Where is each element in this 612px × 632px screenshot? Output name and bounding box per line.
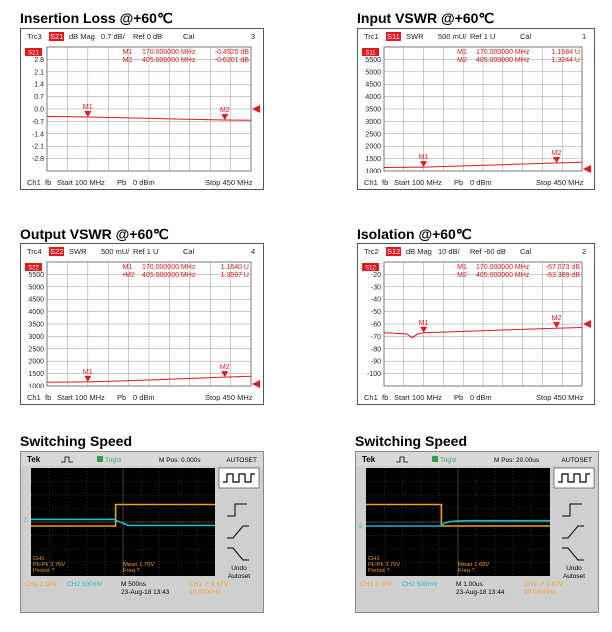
- y-tick-label: 5000: [365, 69, 381, 77]
- m-pos-label: M Pos: 0.000s: [159, 457, 201, 464]
- single-cycle-icon: [227, 504, 247, 516]
- power-label: 0 dBm: [133, 393, 155, 402]
- stop-freq: Stop 450 MHz: [536, 393, 584, 402]
- switching-speed-scope-1: [20, 451, 264, 613]
- marker-table-label: M1: [122, 264, 133, 271]
- y-tick-label: -1.4: [31, 131, 44, 139]
- marker-table-value: -0.4525 dB: [214, 49, 249, 56]
- marker-label-M2: M2: [219, 364, 230, 372]
- mean-line: Mean 1.70V: [123, 562, 155, 568]
- y-tick-label: -90: [370, 358, 381, 366]
- y-tick-label: -2.8: [31, 156, 44, 164]
- marker-table-value: 1.1584 U: [551, 49, 580, 56]
- trigger-setting: CH1 ↗ 1.67V: [524, 581, 564, 588]
- channel-label: Ch1: [364, 178, 378, 187]
- timebase: M 1.00us: [456, 581, 483, 588]
- timebase: M 500ns: [121, 581, 146, 588]
- start-freq: Start 100 MHz: [394, 178, 442, 187]
- measurement-line: Pk-Pk 3.76V: [368, 562, 401, 568]
- scope-title-1: Switching Speed: [20, 433, 133, 449]
- trigger-frequency: 10.0000Hz: [189, 589, 221, 596]
- trace-header: [358, 244, 594, 258]
- trig-status: Trig'd: [105, 457, 121, 464]
- marker-M1: [84, 111, 91, 117]
- y-tick-label: 1500: [365, 156, 381, 164]
- autoset-label: AUTOSET: [226, 457, 257, 464]
- marker-table-label: M2: [122, 57, 133, 64]
- switching-speed-scope-2: [355, 451, 599, 613]
- stop-freq: Stop 450 MHz: [205, 178, 253, 187]
- trig-status-icon: [97, 456, 103, 462]
- sweep-footer: [21, 390, 263, 404]
- y-tick-label: -50: [370, 309, 381, 317]
- ref-level-arrow: [252, 380, 260, 388]
- stop-freq: Stop 450 MHz: [205, 393, 253, 402]
- y-tick-label: -30: [370, 284, 381, 292]
- sweep-footer: [358, 175, 594, 189]
- marker-table-freq: 405.000000 MHz: [142, 57, 196, 64]
- param-badge: S11: [387, 32, 400, 41]
- param-badge: S21: [50, 32, 64, 41]
- chart-title-1: Insertion Loss @+60℃: [20, 10, 173, 26]
- measurement-line: CH1: [33, 556, 45, 562]
- chart-title-3: Output VSWR @+60℃: [20, 226, 169, 242]
- y-tick-label: 1000: [28, 383, 44, 388]
- channel-number: 2: [582, 247, 587, 256]
- y-tick-label: -20: [370, 271, 381, 279]
- trace-name: Trc2: [364, 247, 379, 256]
- scope-title-2: Switching Speed: [355, 433, 468, 449]
- marker-table-freq: 405.000000 MHz: [476, 272, 530, 279]
- y-tick-label: -100: [366, 371, 381, 379]
- sweep-footer: [358, 390, 594, 404]
- marker-M2: [553, 157, 560, 163]
- trace-header: [358, 29, 594, 43]
- y-tick-label: 2500: [28, 346, 44, 354]
- measurement-line: Period ?: [33, 568, 55, 574]
- y-tick-label: 5500: [365, 56, 381, 64]
- marker-table-label: M2: [457, 57, 467, 64]
- channel-number: 1: [582, 32, 587, 41]
- pb-label: Pb: [117, 393, 127, 402]
- scale-label: 0.7 dB/: [101, 32, 125, 41]
- channel-label: Ch1: [364, 393, 378, 402]
- pb-label: Pb: [117, 178, 127, 187]
- trace-plot: [358, 43, 594, 173]
- trig-status: Trig'd: [440, 457, 456, 464]
- y-tick-label: 0.7: [34, 94, 44, 102]
- y-tick-label: -80: [370, 346, 381, 354]
- measurement-line: Pk-Pk 3.76V: [33, 562, 66, 568]
- start-freq: Start 100 MHz: [57, 393, 105, 402]
- y-tick-label: -70: [370, 333, 381, 341]
- y-tick-label: 5500: [28, 271, 44, 279]
- trace-tag-label: S22: [28, 265, 39, 272]
- marker-table-label: M1: [457, 49, 467, 56]
- y-tick-label: -0.7: [31, 118, 44, 126]
- ch1-scale: CH1 2.00V: [25, 581, 57, 588]
- trigger-setting: CH1 ↗ 1.67V: [189, 581, 229, 588]
- stop-freq: Stop 450 MHz: [536, 178, 584, 187]
- rising-edge-icon: [227, 526, 249, 538]
- marker-M2: [221, 114, 228, 120]
- ref-label: Ref 1 U: [133, 247, 159, 256]
- marker-table-value: 1.3244 U: [551, 57, 580, 64]
- format-label: dB Mag: [406, 247, 432, 256]
- marker-table-value: -67.073 dB: [545, 264, 580, 271]
- mean-line: Freq ?: [123, 568, 140, 574]
- ch2-scale: CH2 500mV: [67, 581, 103, 588]
- marker-label-M1: M1: [82, 368, 93, 376]
- y-tick-label: 2000: [28, 358, 44, 366]
- trace-tag-label: S11: [365, 50, 376, 57]
- marker-table-freq: 405.000000 MHz: [476, 57, 530, 64]
- m-pos-label: M Pos: 20.00us: [494, 457, 540, 464]
- fb-label: fb: [45, 393, 52, 402]
- power-label: 0 dBm: [470, 178, 492, 187]
- undo-label: Undo: [566, 565, 582, 572]
- marker-table-freq: 170.000000 MHz: [476, 264, 530, 271]
- y-tick-label: 1500: [28, 371, 44, 379]
- cal-label: Cal: [183, 32, 195, 41]
- marker-table-value: -63.369 dB: [545, 272, 580, 279]
- marker-M1: [420, 327, 427, 333]
- falling-edge-icon: [562, 548, 584, 560]
- rising-edge-icon: [562, 526, 584, 538]
- y-tick-label: -40: [370, 296, 381, 304]
- marker-table-label: M2: [457, 272, 467, 279]
- y-tick-label: 4000: [28, 309, 44, 317]
- marker-label-M1: M1: [418, 154, 429, 162]
- power-label: 0 dBm: [470, 393, 492, 402]
- channel-label: Ch1: [27, 393, 41, 402]
- marker-label-M1: M1: [418, 319, 429, 327]
- param-badge: S12: [387, 247, 401, 256]
- y-tick-label: 1000: [365, 168, 381, 173]
- sweep-footer: [21, 175, 263, 189]
- autoset-undo-label: Autoset: [227, 573, 251, 580]
- trace-plot: [21, 43, 263, 173]
- format-label: SWR: [69, 247, 87, 256]
- pb-label: Pb: [454, 393, 464, 402]
- y-tick-label: 2.8: [34, 56, 44, 64]
- ref-level-arrow: [583, 165, 591, 173]
- marker-table-value: 1.1640 U: [220, 264, 249, 271]
- fb-label: fb: [382, 393, 389, 402]
- y-tick-label: 1.4: [34, 81, 44, 89]
- marker-label-M1: M1: [82, 104, 93, 112]
- y-tick-label: -60: [370, 321, 381, 329]
- marker-table-freq: 170.000000 MHz: [142, 264, 196, 271]
- output-vswr-panel: [20, 243, 264, 405]
- pb-label: Pb: [454, 178, 464, 187]
- trace-plot: [21, 258, 263, 388]
- scope-screen: [21, 452, 263, 612]
- marker-table-value: 1.3597 U: [220, 272, 249, 279]
- y-tick-label: 3500: [365, 106, 381, 114]
- marker-table-label: M1: [457, 264, 467, 271]
- scope-screen: [356, 452, 598, 612]
- y-tick-label: 2500: [365, 131, 381, 139]
- marker-M1: [84, 376, 91, 382]
- autoset-label: AUTOSET: [561, 457, 592, 464]
- y-tick-label: 3000: [365, 118, 381, 126]
- ch2-scale: CH2 500mV: [402, 581, 438, 588]
- autoset-undo-label: Autoset: [562, 573, 586, 580]
- cal-label: Cal: [520, 32, 532, 41]
- ref-level-arrow: [252, 105, 260, 113]
- chart-title-2: Input VSWR @+60℃: [357, 10, 495, 26]
- ch1-scale: CH1 2.00V: [360, 581, 392, 588]
- trace-name: Trc4: [27, 247, 42, 256]
- insertion-loss-panel: [20, 28, 264, 190]
- y-tick-label: 3000: [28, 333, 44, 341]
- marker-table-label: M1: [122, 49, 133, 56]
- undo-label: Undo: [231, 565, 247, 572]
- trace-name: Trc3: [27, 32, 42, 41]
- format-label: SWR: [406, 32, 424, 41]
- marker-M2: [553, 322, 560, 328]
- channel-number: 4: [251, 247, 256, 256]
- y-tick-label: -2.1: [31, 143, 44, 151]
- brand-label: Tek: [362, 455, 376, 464]
- y-tick-label: 0.0: [34, 106, 44, 114]
- ref-label: Ref -60 dB: [470, 247, 506, 256]
- brand-label: Tek: [27, 455, 41, 464]
- timestamp: 23-Aug-18 13:44: [456, 589, 505, 596]
- falling-edge-icon: [227, 548, 249, 560]
- format-label: dB Mag: [69, 32, 95, 41]
- y-tick-label: 2000: [365, 143, 381, 151]
- marker-M2: [221, 371, 228, 377]
- y-tick-label: 3500: [28, 321, 44, 329]
- trig-status-icon: [432, 456, 438, 462]
- marker-M1: [420, 161, 427, 167]
- scale-label: 10 dB/: [438, 247, 460, 256]
- scale-label: 500 mU/: [438, 32, 467, 41]
- chart-title-4: Isolation @+60℃: [357, 226, 472, 242]
- marker-label-M2: M2: [551, 315, 562, 323]
- y-tick-label: 5000: [28, 284, 44, 292]
- y-tick-label: 4000: [365, 94, 381, 102]
- y-tick-label: 2.1: [34, 69, 44, 77]
- trigger-frequency: 10.0000Hz: [524, 589, 556, 596]
- power-label: 0 dBm: [133, 178, 155, 187]
- ch2-ground-marker: 2: [359, 524, 363, 531]
- measurement-line: Period ?: [368, 568, 390, 574]
- trace-tag-label: S21: [28, 50, 39, 57]
- ref-label: Ref 1 U: [470, 32, 496, 41]
- mean-line: Freq ?: [458, 568, 475, 574]
- trace-plot: [358, 258, 594, 388]
- channel-label: Ch1: [27, 178, 41, 187]
- trace-header: [21, 244, 263, 258]
- start-freq: Start 100 MHz: [57, 178, 105, 187]
- trace-header: [21, 29, 263, 43]
- cal-label: Cal: [183, 247, 195, 256]
- measurement-line: CH1: [368, 556, 380, 562]
- ref-label: Ref 0 dB: [133, 32, 163, 41]
- marker-table-freq: 405.000000 MHz: [142, 272, 196, 279]
- fb-label: fb: [45, 178, 52, 187]
- channel-number: 3: [251, 32, 256, 41]
- ch2-ground-marker: 2: [24, 517, 28, 524]
- mean-line: Mean 1.68V: [458, 562, 490, 568]
- timestamp: 23-Aug-18 13:43: [121, 589, 170, 596]
- ref-level-arrow: [583, 320, 591, 328]
- start-freq: Start 100 MHz: [394, 393, 442, 402]
- marker-label-M2: M2: [551, 149, 562, 157]
- marker-table-value: -0.6201 dB: [214, 57, 249, 64]
- trace-tag-label: S12: [365, 265, 376, 272]
- marker-table-freq: 170.000000 MHz: [142, 49, 196, 56]
- marker-table-freq: 170.000000 MHz: [476, 49, 530, 56]
- param-badge: S22: [50, 247, 64, 256]
- y-tick-label: 4500: [28, 296, 44, 304]
- single-cycle-icon: [562, 504, 582, 516]
- y-tick-label: 4500: [365, 81, 381, 89]
- trace-name: Trc1: [364, 32, 379, 41]
- marker-table-label: •M2: [122, 272, 135, 279]
- marker-label-M2: M2: [219, 106, 230, 114]
- isolation-panel: [357, 243, 595, 405]
- cal-label: Cal: [520, 247, 532, 256]
- fb-label: fb: [382, 178, 389, 187]
- input-vswr-panel: [357, 28, 595, 190]
- scale-label: 500 mU/: [101, 247, 130, 256]
